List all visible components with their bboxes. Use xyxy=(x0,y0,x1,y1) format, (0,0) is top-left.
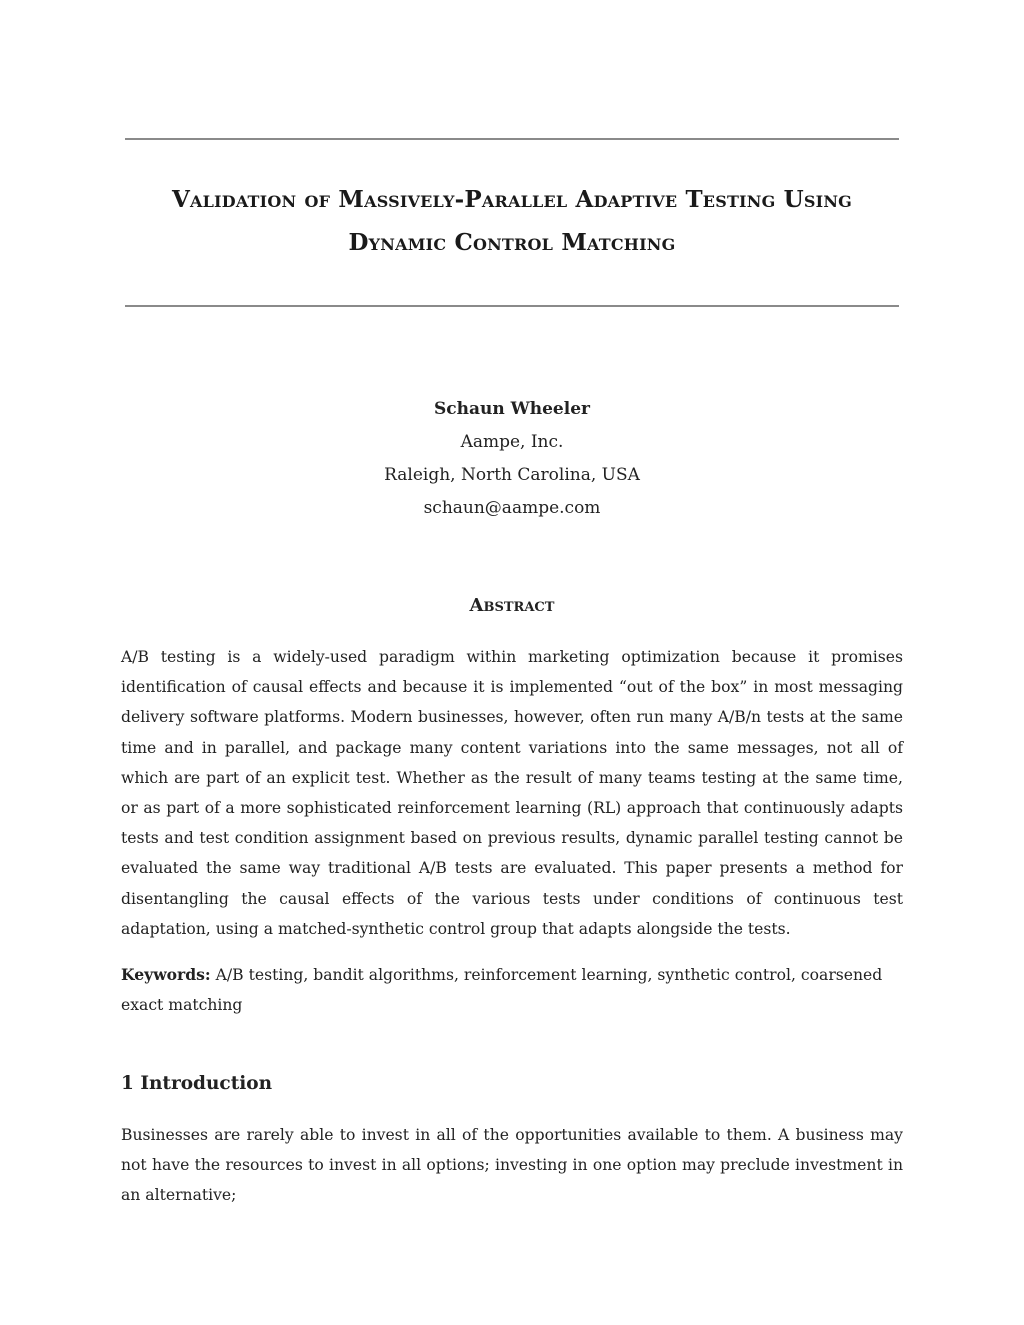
introduction-text: Businesses are rarely able to invest in all of the opportunities available to them. A business may not have the resources to invest in all options; investing in one option may preclude investment in an alternative; xyxy=(121,1126,903,1205)
title-line-2: Dynamic Control Matching xyxy=(348,229,676,256)
paper-title xyxy=(100,178,924,264)
author-name: Schaun Wheeler xyxy=(434,399,590,419)
title-rule-top xyxy=(125,138,899,140)
author-affiliation: Aampe, Inc. xyxy=(460,432,564,452)
author-block xyxy=(200,393,824,525)
abstract-text: A/B testing is a widely-used paradigm within marketing optimization because it promises identification of causal effects and because it is implemented “out of the box” in most messaging delivery software platforms. Modern businesses, however, often run many A/B/n tests at the same time and in parallel, and package many content variations into the same messages, not all of which are part of an explicit test. Whether as the result of many teams testing at the same time, or as part of a more sophisticated reinforcement learning (RL) approach that continuously adapts tests and test condition assignment based on previous results, dynamic parallel testing cannot be evaluated the same way traditional A/B tests are evaluated. This paper presents a method for disentangling the causal effects of the various tests under conditions of continuous test adaptation, using a matched-synthetic control group that adapts alongside the tests. xyxy=(121,648,903,938)
title-rule-bottom xyxy=(125,305,899,307)
author-email: schaun@aampe.com xyxy=(423,498,601,518)
abstract-heading: Abstract xyxy=(469,595,555,616)
keywords-text: A/B testing, bandit algorithms, reinforcement learning, synthetic control, coarsened exact matching xyxy=(121,966,883,1015)
title-line-1: Validation of Massively-Parallel Adaptive Testing Using xyxy=(171,186,853,213)
keywords-label: Keywords: xyxy=(121,965,211,984)
section-heading-introduction: 1 Introduction xyxy=(121,1073,273,1094)
keywords xyxy=(121,960,903,1020)
author-location: Raleigh, North Carolina, USA xyxy=(384,465,640,485)
